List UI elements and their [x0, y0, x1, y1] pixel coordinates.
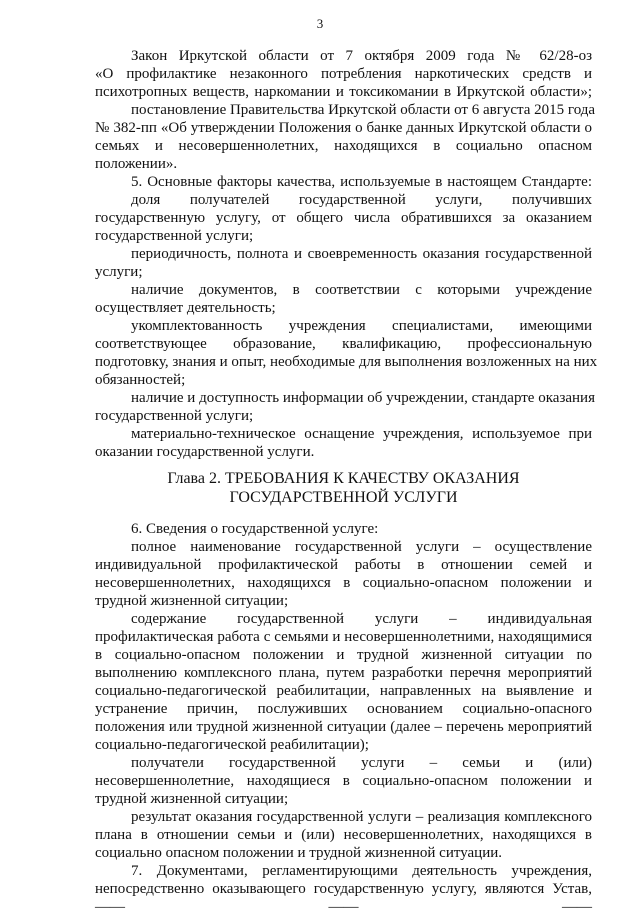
chapter-heading: Глава 2. ТРЕБОВАНИЯ К КАЧЕСТВУ ОКАЗАНИЯ: [167, 470, 520, 487]
text-line: индивидуальной профилактической работы в отношении семей и: [95, 557, 592, 573]
text-line: полное наименование государственной услуги – осуществление: [131, 539, 592, 555]
text-line: трудной жизненной ситуации;: [95, 593, 289, 609]
text-line: социально опасном положении и трудной жизненной ситуации.: [95, 845, 503, 861]
text-line: выполнению комплексного плана, путем разработки перечня мероприятий: [95, 665, 592, 681]
text-line: положении».: [95, 156, 178, 172]
cut-off-line: —— —— ——: [95, 899, 592, 915]
text-line: социально-педагогической реабилитации);: [95, 737, 369, 753]
text-line: государственной услуги;: [95, 408, 254, 424]
text-line: осуществляет деятельность;: [95, 300, 276, 316]
text-line: соответствующее образование, квалификацию, профессиональную: [95, 336, 592, 352]
text-line: услуги;: [95, 264, 143, 280]
text-line: материально-техническое оснащение учреждения, используемое при: [131, 426, 592, 442]
text-line: психотропных веществ, наркомании и токсикомании в Иркутской области»;: [95, 84, 592, 100]
text-line: содержание государственной услуги – индивидуальная: [131, 611, 592, 627]
text-line: 6. Сведения о государственной услуге:: [131, 521, 379, 537]
text-line: периодичность, полнота и своевременность оказания государственной: [131, 246, 592, 262]
text-line: положения или трудной жизненной ситуации (далее – перечень мероприятий: [95, 719, 592, 735]
text-line: государственную услугу, от общего числа обратившихся за оказанием: [95, 210, 592, 226]
text-line: наличие документов, в соответствии с которыми учреждение: [131, 282, 592, 298]
text-line: устранение причин, послуживших основанием социально-опасного: [95, 701, 592, 717]
text-line: обязанностей;: [95, 372, 186, 388]
chapter-heading: ГОСУДАРСТВЕННОЙ УСЛУГИ: [229, 489, 458, 506]
text-line: оказании государственной услуги.: [95, 444, 315, 460]
text-line: укомплектованность учреждения специалистами, имеющими: [131, 318, 592, 334]
text-line: в социально-опасном положении и трудной жизненной ситуации по: [95, 647, 592, 663]
text-line: № 382-пп «Об утверждении Положения о банке данных Иркутской области о: [95, 120, 592, 136]
page-number: 3: [316, 16, 324, 31]
text-line: несовершеннолетние, находящиеся в социально-опасном положении и: [95, 773, 592, 789]
text-line: трудной жизненной ситуации;: [95, 791, 289, 807]
text-line: семьях и несовершеннолетних, находящихся в социально опасном: [95, 138, 592, 154]
text-line: социально-педагогической реабилитации, направленных на выявление и: [95, 683, 592, 699]
text-line: 7. Документами, регламентирующими деятельность учреждения,: [131, 863, 592, 879]
text-line: получатели государственной услуги – семьи и (или): [131, 755, 592, 771]
text-line: «О профилактике незаконного потребления наркотических средств и: [95, 66, 592, 82]
text-line: наличие и доступность информации об учреждении, стандарте оказания: [131, 390, 595, 406]
text-line: постановление Правительства Иркутской области от 6 августа 2015 года: [131, 102, 596, 118]
text-line: государственной услуги;: [95, 228, 254, 244]
text-line: доля получателей государственной услуги, получивших: [131, 192, 592, 208]
text-line: плана в отношении семьи и (или) несовершеннолетних, находящихся в: [95, 827, 592, 843]
text-line: подготовку, знания и опыт, необходимые для выполнения возложенных на них: [95, 354, 598, 370]
text-line: 5. Основные факторы качества, используемые в настоящем Стандарте:: [131, 174, 592, 190]
text-line: несовершеннолетних, находящихся в социально-опасном положении и: [95, 575, 592, 591]
text-line: непосредственно оказывающего государственную услугу, являются Устав,: [95, 881, 592, 897]
text-line: результат оказания государственной услуги – реализация комплексного: [131, 809, 592, 825]
text-line: профилактическая работа с семьями и несовершеннолетними, находящимися: [95, 629, 592, 645]
text-line: Закон Иркутской области от 7 октября 2009 года № 62/28-оз: [131, 48, 592, 64]
